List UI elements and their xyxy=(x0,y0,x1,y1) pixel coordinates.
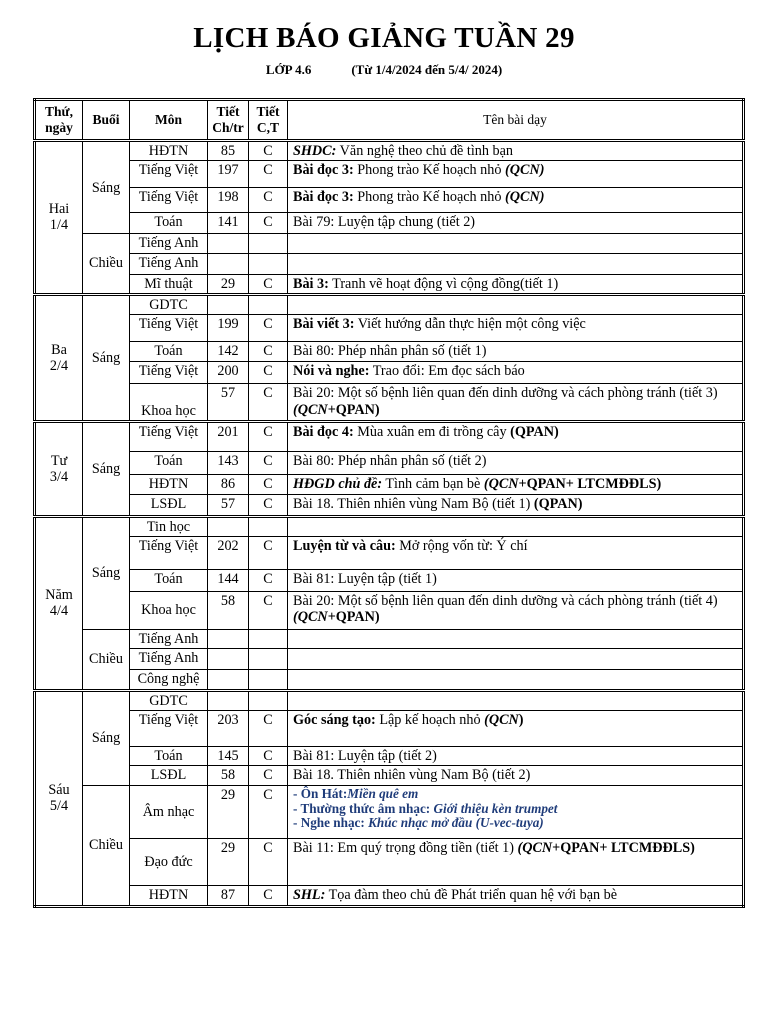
table-row xyxy=(35,188,744,213)
table-row xyxy=(35,253,744,274)
session-cell: Chiều xyxy=(83,786,130,906)
subject-cell: Mĩ thuật xyxy=(130,274,208,294)
ct-cell: C xyxy=(249,315,288,342)
schedule-body xyxy=(35,141,744,907)
period-cell: 57 xyxy=(208,384,249,422)
lesson-cell: Bài 79: Luyện tập chung (tiết 2) xyxy=(288,213,744,234)
subject-cell: Toán xyxy=(130,569,208,591)
ct-cell: C xyxy=(249,475,288,494)
period-cell: 58 xyxy=(208,591,249,629)
page-subtitle xyxy=(0,62,768,78)
ct-cell: C xyxy=(249,746,288,765)
ct-cell: C xyxy=(249,569,288,591)
class-label: LỚP 4.6 xyxy=(265,62,312,77)
session-cell: Chiều xyxy=(83,234,130,295)
lesson-cell xyxy=(288,253,744,274)
lesson-cell xyxy=(288,234,744,253)
lesson-cell xyxy=(288,649,744,670)
period-cell: 87 xyxy=(208,886,249,906)
period-cell: 202 xyxy=(208,536,249,569)
period-cell: 142 xyxy=(208,342,249,362)
table-row xyxy=(35,362,744,384)
subject-cell: Âm nhạc xyxy=(130,786,208,839)
ct-cell: C xyxy=(249,494,288,516)
table-row xyxy=(35,670,744,690)
day-cell: Sáu 5/4 xyxy=(35,690,83,906)
table-row xyxy=(35,342,744,362)
lesson-cell: Bài 80: Phép nhân phân số (tiết 1) xyxy=(288,342,744,362)
session-cell: Sáng xyxy=(83,422,130,516)
table-row xyxy=(35,234,744,253)
subject-cell: HĐTN xyxy=(130,141,208,161)
table-row xyxy=(35,294,744,314)
period-cell: 57 xyxy=(208,494,249,516)
period-cell: 198 xyxy=(208,188,249,213)
session-cell: Sáng xyxy=(83,141,130,234)
lesson-cell: Luyện từ và câu: Mở rộng vốn từ: Ý chí xyxy=(288,536,744,569)
period-cell xyxy=(208,629,249,648)
period-cell xyxy=(208,294,249,314)
subject-cell: GDTC xyxy=(130,690,208,710)
ct-cell: C xyxy=(249,362,288,384)
day-cell: Năm 4/4 xyxy=(35,516,83,690)
ct-cell xyxy=(249,690,288,710)
ct-cell: C xyxy=(249,188,288,213)
period-cell: 200 xyxy=(208,362,249,384)
subject-cell: Tiếng Việt xyxy=(130,362,208,384)
period-cell: 85 xyxy=(208,141,249,161)
table-row xyxy=(35,384,744,422)
table-row xyxy=(35,452,744,475)
lesson-cell xyxy=(288,294,744,314)
subject-cell: Tiếng Anh xyxy=(130,629,208,648)
subject-cell: Tiếng Anh xyxy=(130,253,208,274)
subject-cell: HĐTN xyxy=(130,886,208,906)
lesson-cell: Bài đọc 3: Phong trào Kế hoạch nhỏ (QCN) xyxy=(288,188,744,213)
subject-cell: LSĐL xyxy=(130,766,208,786)
date-range: (Từ 1/4/2024 đến 5/4/ 2024) xyxy=(351,62,503,77)
period-cell xyxy=(208,253,249,274)
period-cell xyxy=(208,234,249,253)
day-cell: Ba 2/4 xyxy=(35,294,83,421)
session-cell: Sáng xyxy=(83,690,130,786)
lesson-cell: Bài đọc 4: Mùa xuân em đi trồng cây (QPAN) xyxy=(288,422,744,452)
ct-cell: C xyxy=(249,536,288,569)
ct-cell: C xyxy=(249,452,288,475)
day-cell: Hai 1/4 xyxy=(35,141,83,295)
subject-cell: Khoa học xyxy=(130,384,208,422)
lesson-cell: Bài 11: Em quý trọng đồng tiền (tiết 1) (QCN+QPAN+ LTCMĐĐLS) xyxy=(288,839,744,886)
ct-cell: C xyxy=(249,839,288,886)
table-row xyxy=(35,629,744,648)
subject-cell: Tiếng Anh xyxy=(130,234,208,253)
subject-cell: Đạo đức xyxy=(130,839,208,886)
period-cell: 144 xyxy=(208,569,249,591)
period-cell xyxy=(208,670,249,690)
subject-cell: Tin học xyxy=(130,516,208,536)
subject-cell: Toán xyxy=(130,342,208,362)
table-row xyxy=(35,746,744,765)
col-subject-header: Môn xyxy=(130,100,208,141)
lesson-cell: Bài 18. Thiên nhiên vùng Nam Bộ (tiết 2) xyxy=(288,766,744,786)
table-row xyxy=(35,315,744,342)
period-cell xyxy=(208,516,249,536)
lesson-cell: Bài 20: Một số bệnh liên quan đến dinh dưỡng và cách phòng tránh (tiết 4) (QCN+QPAN) xyxy=(288,591,744,629)
table-row xyxy=(35,710,744,746)
table-row xyxy=(35,475,744,494)
subject-cell: Tiếng Việt xyxy=(130,188,208,213)
ct-cell: C xyxy=(249,213,288,234)
period-cell: 29 xyxy=(208,786,249,839)
period-cell: 203 xyxy=(208,710,249,746)
subject-cell: LSĐL xyxy=(130,494,208,516)
period-cell: 29 xyxy=(208,839,249,886)
ct-cell: C xyxy=(249,384,288,422)
ct-cell: C xyxy=(249,591,288,629)
session-cell: Sáng xyxy=(83,294,130,421)
header-row xyxy=(35,100,744,141)
lesson-cell: Bài 3: Tranh vẽ hoạt động vì cộng đồng(tiết 1) xyxy=(288,274,744,294)
lesson-cell: SHDC: Văn nghệ theo chủ đề tình bạn xyxy=(288,141,744,161)
period-cell: 143 xyxy=(208,452,249,475)
lesson-cell: Bài viết 3: Viết hướng dẫn thực hiện một công việc xyxy=(288,315,744,342)
table-row xyxy=(35,786,744,839)
ct-cell: C xyxy=(249,886,288,906)
period-cell: 197 xyxy=(208,161,249,188)
col-day-header: Thứ, ngày xyxy=(35,100,83,141)
table-row xyxy=(35,141,744,161)
table-row xyxy=(35,536,744,569)
lesson-cell: Bài 80: Phép nhân phân số (tiết 2) xyxy=(288,452,744,475)
day-cell: Tư 3/4 xyxy=(35,422,83,516)
col-ct-header: Tiết C,T xyxy=(249,100,288,141)
session-cell: Sáng xyxy=(83,516,130,629)
subject-cell: HĐTN xyxy=(130,475,208,494)
ct-cell: C xyxy=(249,786,288,839)
subject-cell: Tiếng Việt xyxy=(130,161,208,188)
lesson-cell: HĐGD chủ đề: Tình cảm bạn bè (QCN+QPAN+ LTCMĐĐLS) xyxy=(288,475,744,494)
lesson-cell: Nói và nghe: Trao đổi: Em đọc sách báo xyxy=(288,362,744,384)
lesson-cell: Bài 81: Luyện tập (tiết 2) xyxy=(288,746,744,765)
period-cell: 58 xyxy=(208,766,249,786)
lesson-cell xyxy=(288,690,744,710)
lesson-cell xyxy=(288,629,744,648)
ct-cell: C xyxy=(249,766,288,786)
subject-cell: Tiếng Việt xyxy=(130,315,208,342)
period-cell xyxy=(208,649,249,670)
lesson-cell: Bài 20: Một số bệnh liên quan đến dinh dưỡng và cách phòng tránh (tiết 3) (QCN+QPAN) xyxy=(288,384,744,422)
ct-cell: C xyxy=(249,422,288,452)
ct-cell xyxy=(249,234,288,253)
ct-cell: C xyxy=(249,274,288,294)
subject-cell: Tiếng Việt xyxy=(130,536,208,569)
lesson-cell: Bài đọc 3: Phong trào Kế hoạch nhỏ (QCN) xyxy=(288,161,744,188)
lesson-cell xyxy=(288,670,744,690)
subject-cell: Tiếng Việt xyxy=(130,422,208,452)
table-row xyxy=(35,274,744,294)
lesson-cell: Bài 81: Luyện tập (tiết 1) xyxy=(288,569,744,591)
ct-cell xyxy=(249,516,288,536)
lesson-cell xyxy=(288,516,744,536)
ct-cell: C xyxy=(249,161,288,188)
subject-cell: Toán xyxy=(130,746,208,765)
subject-cell: Công nghệ xyxy=(130,670,208,690)
subject-cell: Khoa học xyxy=(130,591,208,629)
subject-cell: Toán xyxy=(130,213,208,234)
table-row xyxy=(35,766,744,786)
period-cell: 86 xyxy=(208,475,249,494)
ct-cell xyxy=(249,670,288,690)
ct-cell: C xyxy=(249,342,288,362)
lesson-cell: - Ôn Hát:Miền quê em - Thường thức âm nhạc: Giới thiệu kèn trumpet - Nghe nhạc: Khúc nhạc mở đầu (U-vec-tuya) xyxy=(288,786,744,839)
lesson-cell: Bài 18. Thiên nhiên vùng Nam Bộ (tiết 1) (QPAN) xyxy=(288,494,744,516)
period-cell: 201 xyxy=(208,422,249,452)
lesson-cell: Góc sáng tạo: Lập kế hoạch nhỏ (QCN) xyxy=(288,710,744,746)
table-row xyxy=(35,649,744,670)
lesson-cell: SHL: Tọa đàm theo chủ đề Phát triển quan hệ với bạn bè xyxy=(288,886,744,906)
ct-cell: C xyxy=(249,710,288,746)
subject-cell: Tiếng Anh xyxy=(130,649,208,670)
table-row xyxy=(35,213,744,234)
subject-cell: Tiếng Việt xyxy=(130,710,208,746)
table-row xyxy=(35,516,744,536)
ct-cell xyxy=(249,253,288,274)
table-row xyxy=(35,569,744,591)
period-cell: 141 xyxy=(208,213,249,234)
page-title: LỊCH BÁO GIẢNG TUẦN 29 xyxy=(193,22,575,54)
ct-cell xyxy=(249,629,288,648)
table-row xyxy=(35,690,744,710)
table-row xyxy=(35,422,744,452)
subject-cell: GDTC xyxy=(130,294,208,314)
period-cell: 145 xyxy=(208,746,249,765)
table-row xyxy=(35,591,744,629)
col-session-header: Buổi xyxy=(83,100,130,141)
ct-cell xyxy=(249,294,288,314)
table-row xyxy=(35,494,744,516)
table-row xyxy=(35,161,744,188)
schedule-table xyxy=(33,98,745,908)
period-cell: 29 xyxy=(208,274,249,294)
table-row xyxy=(35,839,744,886)
period-cell xyxy=(208,690,249,710)
table-row xyxy=(35,886,744,906)
subject-cell: Toán xyxy=(130,452,208,475)
period-cell: 199 xyxy=(208,315,249,342)
ct-cell xyxy=(249,649,288,670)
col-period-header: Tiết Ch/tr xyxy=(208,100,249,141)
col-lesson-header: Tên bài dạy xyxy=(288,100,744,141)
ct-cell: C xyxy=(249,141,288,161)
session-cell: Chiều xyxy=(83,629,130,690)
